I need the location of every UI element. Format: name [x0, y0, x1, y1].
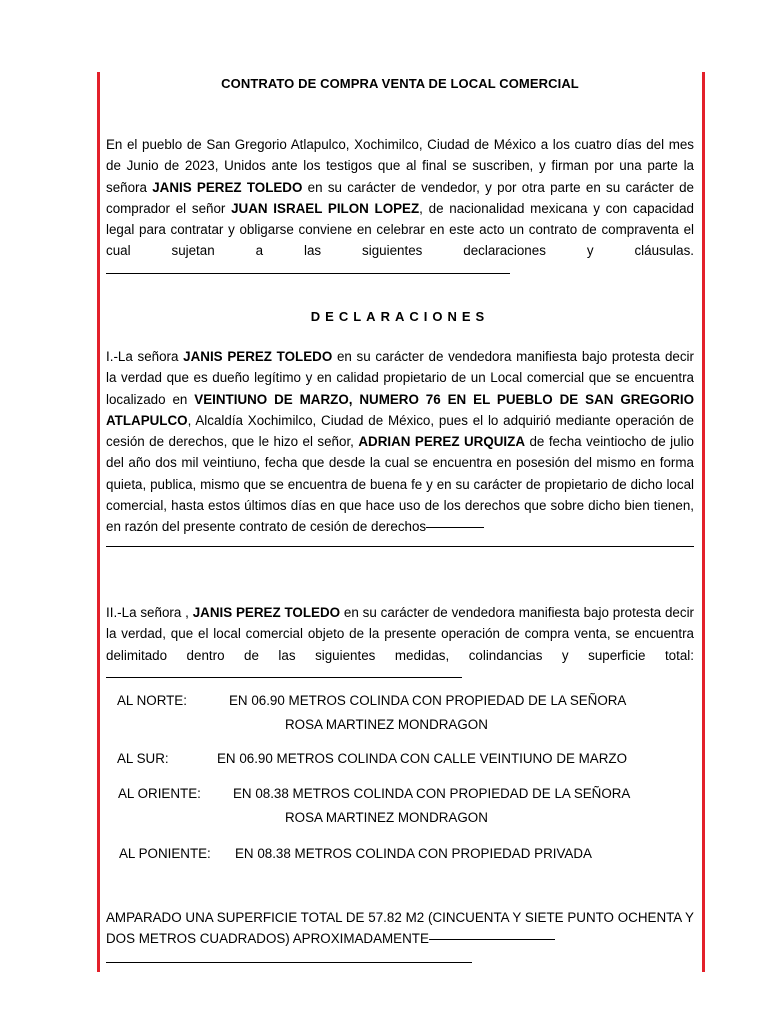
boundary-direction: AL PONIENTE:	[119, 846, 211, 861]
declaration-2	[106, 602, 694, 687]
boundary-description: EN 06.90 METROS COLINDA CON PROPIEDAD DE LA SEÑORA	[229, 693, 627, 708]
boundary-continuation: ROSA MARTINEZ MONDRAGON	[285, 717, 488, 732]
document-title: CONTRATO DE COMPRA VENTA DE LOCAL COMERCIAL	[221, 76, 579, 91]
decl2-seller-name: JANIS PEREZ TOLEDO	[192, 605, 341, 620]
decl1-text-3: , Alcaldía Xochimilco, Ciudad de México, pues el lo adquirió mediante operación de cesión de derechos, que le hizo el señor,	[106, 412, 694, 450]
fill-line	[106, 677, 462, 678]
intro-text-1: En el pueblo de San Gregorio Atlapulco, Xochimilco, Ciudad de México a los cuatro días del mes de Junio de 2023, Unidos ante los testigos que al final se suscriben, y firman por una parte la señora	[106, 137, 694, 195]
decl1-previous-owner: ADRIAN PEREZ URQUIZA	[358, 434, 526, 450]
boundary-continuation: ROSA MARTINEZ MONDRAGON	[285, 810, 488, 825]
seller-name: JANIS PEREZ TOLEDO	[152, 179, 303, 195]
left-margin-line	[97, 72, 100, 972]
declarations-heading: DECLARACIONES	[310, 309, 490, 324]
intro-paragraph	[106, 134, 694, 283]
surface-text: AMPARADO UNA SUPERFICIE TOTAL DE 57.82 M2 (CINCUENTA Y SIETE PUNTO OCHENTA Y DOS METROS CUADRADOS) APROXIMADAMENTE	[106, 910, 694, 947]
intro-text-3: , de nacionalidad mexicana y con capacidad legal para contratar y obligarse conviene en celebrar en este acto un contrato de compraventa el cual sujetan a las siguientes declaraciones y cláusulas.	[106, 200, 694, 259]
fill-line	[426, 527, 484, 528]
fill-line	[429, 939, 555, 940]
decl1-text-1: I.-La señora	[106, 349, 184, 364]
boundary-direction: AL SUR:	[117, 751, 169, 766]
fill-line	[106, 273, 510, 274]
fill-line	[106, 962, 472, 963]
boundary-description: EN 08.38 METROS COLINDA CON PROPIEDAD PRIVADA	[235, 846, 592, 861]
surface-paragraph	[106, 907, 694, 950]
boundary-description: EN 08.38 METROS COLINDA CON PROPIEDAD DE LA SEÑORA	[233, 786, 631, 801]
declaration-1	[106, 346, 694, 547]
buyer-name: JUAN ISRAEL PILON LOPEZ	[231, 200, 420, 216]
boundary-description: EN 06.90 METROS COLINDA CON CALLE VEINTIUNO DE MARZO	[217, 751, 627, 766]
decl1-text-4: de fecha veintiocho de julio del año dos mil veintiuno, fecha que desde la cual se encuentra en posesión del mismo en forma quieta, publica, mismo que se encuentra de buena fe y en su carácter de propietario de dicho local comercial, hasta estos últimos días en que hace uso de los derechos que sobre dicho bien tienen, en razón del presente contrato de cesión de derechos	[106, 434, 695, 535]
decl1-address: VEINTIUNO DE MARZO, NUMERO 76 EN EL PUEBLO DE SAN GREGORIO ATLAPULCO	[106, 391, 695, 428]
boundary-direction: AL ORIENTE:	[118, 786, 201, 801]
decl2-text-2: en su carácter de vendedora manifiesta bajo protesta decir la verdad, que el local comercial objeto de la presente operación de compra venta, se encuentra delimitado dentro de las siguientes medidas, colindancias y superficie total:	[106, 605, 694, 663]
boundary-direction: AL NORTE:	[117, 693, 187, 708]
right-margin-line	[702, 72, 705, 972]
fill-line	[106, 546, 694, 547]
decl2-text-1: II.-La señora ,	[106, 605, 193, 620]
intro-text-2: en su carácter de vendedor, y por otra parte en su carácter de comprador el señor	[106, 179, 694, 216]
decl1-text-2: en su carácter de vendedora manifiesta bajo protesta decir la verdad que es dueño legítimo y en calidad propietario de un Local comercial que se encuentra localizado en	[106, 349, 694, 407]
decl1-seller-name: JANIS PEREZ TOLEDO	[183, 349, 333, 364]
